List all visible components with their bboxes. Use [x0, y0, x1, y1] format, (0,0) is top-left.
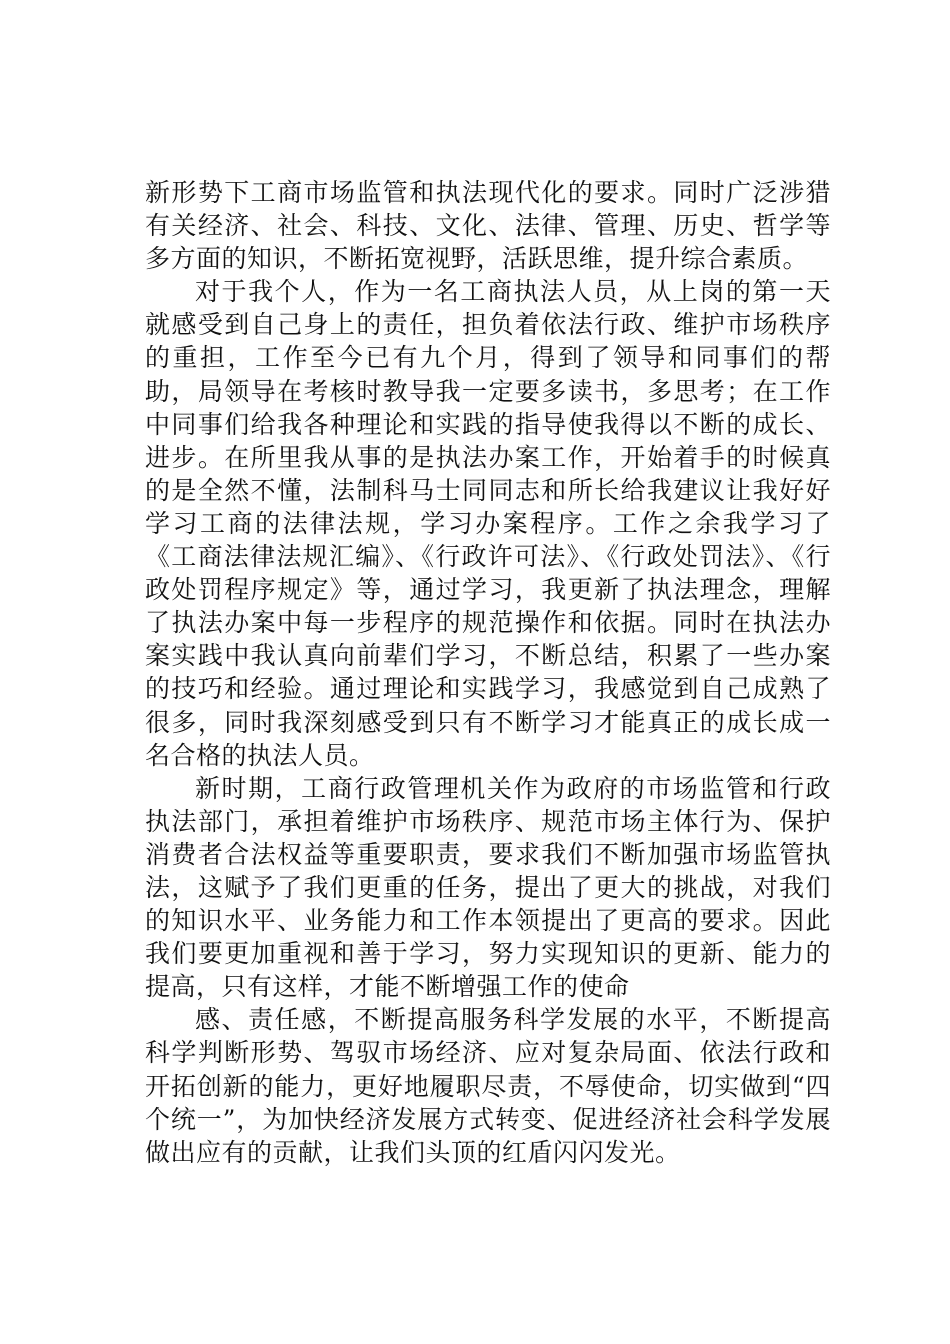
paragraph-personal-experience: 对于我个人，作为一名工商执法人员，从上岗的第一天就感受到自己身上的责任，担负着依法行政、维护市场秩序的重担，工作至今已有九个月，得到了领导和同事们的帮助，局领导在考核时教导我一定要多读书，多思考；在工作中同事们给我各种理论和实践的指导使我得以不断的成长、进步。在所里我从事的是执法办案工作，开始着手的时候真的是全然不懂，法制科马士同同志和所长给我建议让我好好学习工商的法律法规，学习办案程序。工作之余我学习了《工商法律法规汇编》、《行政许可法》、《行政处罚法》、《行政处罚程序规定》等，通过学习，我更新了执法理念，理解了执法办案中每一步程序的规范操作和依据。同时在执法办案实践中我认真向前辈们学习，不断总结，积累了一些办案的技巧和经验。通过理论和实践学习，我感觉到自己成熟了很多，同时我深刻感受到只有不断学习才能真正的成长成一名合格的执法人员。	[145, 277, 831, 770]
paragraph-new-era: 新时期，工商行政管理机关作为政府的市场监管和行政执法部门，承担着维护市场秩序、规范市场主体行为、保护消费者合法权益等重要职责，要求我们不断加强市场监管执法，这赋予了我们更重的任务，提出了更大的挑战，对我们的知识水平、业务能力和工作本领提出了更高的要求。因此我们要更加重视和善于学习，努力实现知识的更新、能力的提高，只有这样，才能不断增强工作的使命	[145, 773, 831, 1002]
paragraph-continuation: 新形势下工商市场监管和执法现代化的要求。同时广泛涉猎有关经济、社会、科技、文化、法律、管理、历史、哲学等多方面的知识，不断拓宽视野，活跃思维，提升综合素质。	[145, 178, 831, 274]
paragraph-conclusion: 感、责任感，不断提高服务科学发展的水平，不断提高科学判断形势、驾驭市场经济、应对复杂局面、依法行政和开拓创新的能力，更好地履职尽责，不辱使命，切实做到“四个统一”，为加快经济发展方式转变、促进经济社会科学发展做出应有的贡献，让我们头顶的红盾闪闪发光。	[145, 1005, 831, 1167]
document-body	[145, 176, 831, 1169]
